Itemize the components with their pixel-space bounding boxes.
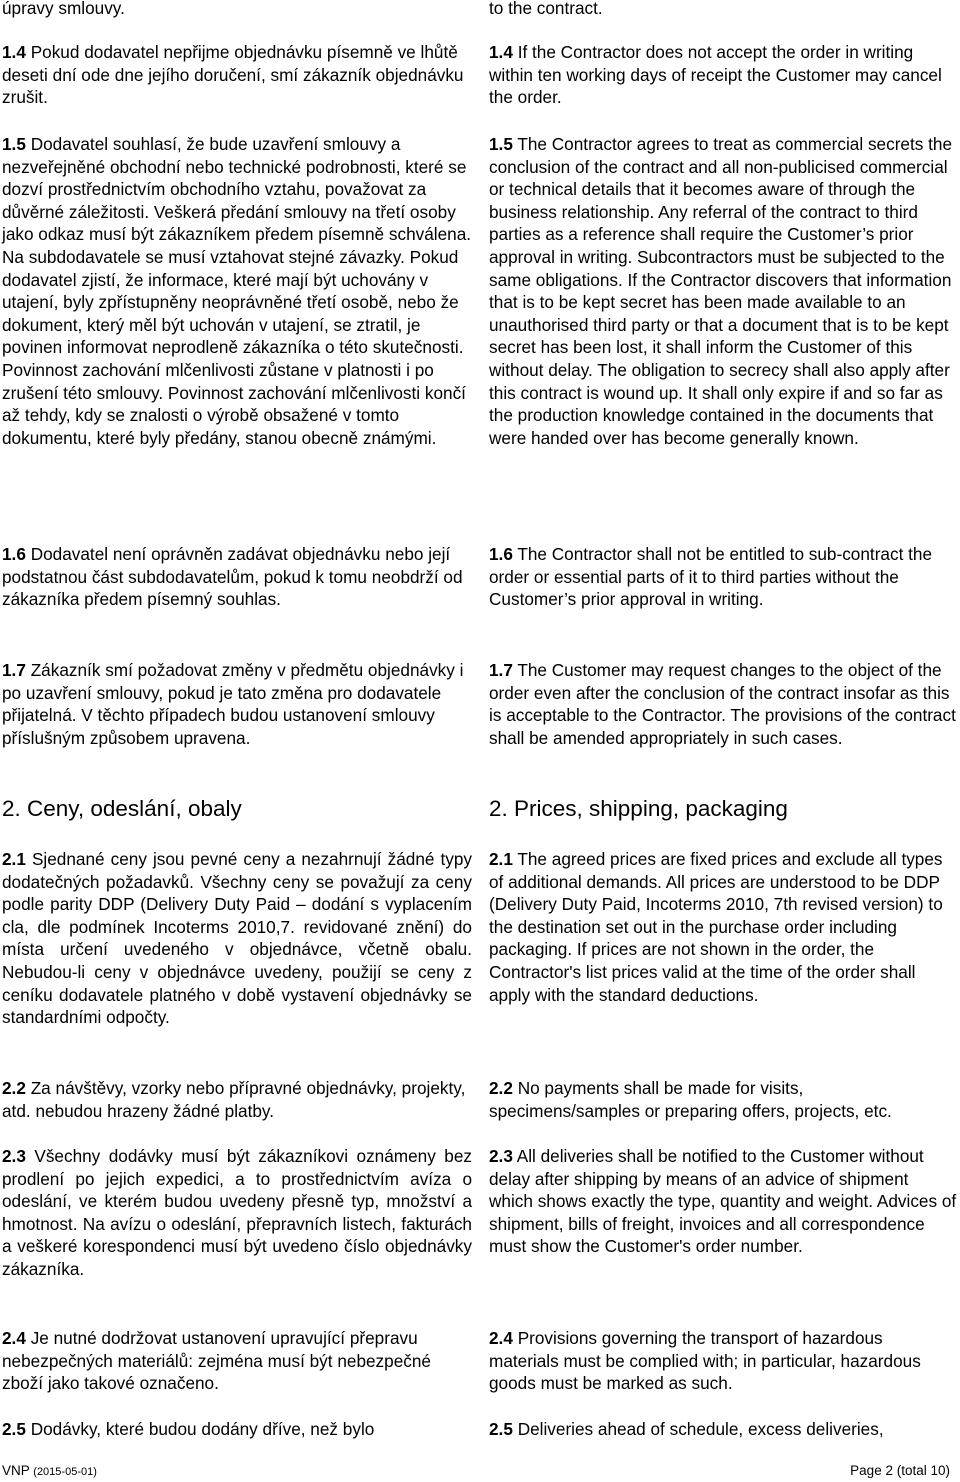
clause-number: 1.4 (489, 42, 513, 62)
clause-text: If the Contractor does not accept the order in writing within ten working days of receipt the Customer may cancel the order. (489, 42, 942, 108)
clause-text: Deliveries ahead of schedule, excess deliveries, (517, 1419, 884, 1439)
clause-text: No payments shall be made for visits, specimens/samples or preparing offers, projects, etc. (489, 1078, 892, 1121)
clause-number: 2.3 (489, 1146, 513, 1166)
clause-2-4-cz (2, 1327, 472, 1395)
clause-text: Je nutné dodržovat ustanovení upravující přepravu nebezpečných materiálů: zejména musí být nebezpečné zboží jako takové označeno. (2, 1328, 431, 1394)
footer-date: (2015-05-01) (33, 1466, 97, 1478)
clause-number: 2.5 (2, 1419, 26, 1439)
clause-text: Zákazník smí požadovat změny v předmětu objednávky i po uzavření smlouvy, pokud je tato změna pro dodavatele přijatelná. V těchto případech budou ustanovení smlouvy příslušným způsobem upravena. (2, 660, 464, 748)
clause-number: 1.7 (489, 660, 513, 680)
clause-text: Dodavatel souhlasí, že bude uzavření smlouvy a nezveřejněné obchodní nebo technické podrobnosti, které se dozví prostřednictvím obchodního vztahu, považovat za důvěrné záležitosti. Veškerá předání smlouvy na třetí osoby jako odkaz musí být zákazníkem předem písemně schválena. Na subdodavatele se musí vztahovat stejné závazky. Pokud dodavatel zjistí, že informace, které mají být uchovány v utajení, byly zpřístupněny neoprávněné třetí osobě, nebo že dokument, který měl být uchován v utajení, se ztratil, je povinen informovat neprodleně zákazníka o této skutečnosti. Povinnost zachování mlčenlivosti zůstane v platnosti i po zrušení této smlouvy. Povinnost zachování mlčenlivosti končí až tehdy, kdy se znalosti o výrobě obsažené v tomto dokumentu, které byly předány, stanou obecně známými. (2, 134, 472, 448)
clause-1-5-cz (2, 133, 472, 449)
clause-number: 2.4 (2, 1328, 26, 1348)
clause-text: Za návštěvy, vzorky nebo přípravné objednávky, projekty, atd. nebudou hrazeny žádné platby. (2, 1078, 466, 1121)
clause-number: 2.2 (489, 1078, 513, 1098)
clause-text: All deliveries shall be notified to the Customer without delay after shipping by means of an advice of shipment which shows exactly the type, quantity and weight. Advices of shipment, bills of freight, invoices and all correspondence must show the Customer's order number. (489, 1146, 957, 1257)
clause-2-1-cz (2, 848, 472, 1029)
clause-2-3-en (489, 1145, 957, 1258)
clause-text: Dodavatel není oprávněn zadávat objednávku nebo její podstatnou část subdodavatelům, pokud k tomu neobdrží od zákazníka předem písemný souhlas. (2, 544, 463, 610)
clause-text: Provisions governing the transport of hazardous materials must be complied with; in particular, hazardous goods must be marked as such. (489, 1328, 921, 1394)
footer-page-number: Page 2 (total 10) (850, 1463, 950, 1478)
clause-text: Sjednané ceny jsou pevné ceny a nezahrnují žádné typy dodatečných požadavků. Všechny ceny se považují za ceny podle parity DDP (Delivery Duty Paid – dodání s vyplacením cla, dle podmínek Incoterms 2010,7. revidované znění) do místa určení uvedeného v objednávce, včetně obalu. Nebudou-li ceny v objednávce uvedeny, použijí se ceny z ceníku dodavatele platného v době vystavení objednávky se standardními odpočty. (2, 849, 473, 1028)
clause-number: 2.3 (2, 1146, 26, 1166)
clause-2-3-cz (2, 1145, 472, 1281)
clause-1-6-cz (2, 543, 472, 611)
clause-number: 1.5 (2, 134, 26, 154)
clause-2-5-cz (2, 1418, 472, 1441)
clause-2-4-en (489, 1327, 957, 1395)
clause-text: Všechny dodávky musí být zákazníkovi oznámeny bez prodlení po jejich expedici, a to prostřednictvím avíza o odeslání, ve kterém budou uvedeny přesně typ, množství a hmotnost. Na avízu o odeslání, přepravních listech, fakturách a veškeré korespondenci musí být uvedeno číslo objednávky zákazníka. (2, 1146, 472, 1279)
clause-1-6-en (489, 543, 957, 611)
clause-2-1-en (489, 848, 957, 1006)
clause-number: 1.6 (489, 544, 513, 564)
intro-text-en: to the contract. (489, 0, 603, 18)
clause-number: 2.2 (2, 1078, 26, 1098)
clause-text: Dodávky, které budou dodány dříve, než bylo (30, 1419, 375, 1439)
clause-text: The Customer may request changes to the object of the order even after the conclusion of the contract insofar as this is acceptable to the Contractor. The provisions of the contract shall be amended appropriately in such cases. (489, 660, 956, 748)
clause-number: 1.4 (2, 42, 26, 62)
clause-2-2-en (489, 1077, 957, 1122)
clause-number: 2.5 (489, 1419, 513, 1439)
clause-number: 2.1 (489, 849, 513, 869)
footer-doc-id (2, 1462, 97, 1481)
clause-2-2-cz (2, 1077, 472, 1122)
clause-2-5-en (489, 1418, 957, 1441)
clause-1-5-en (489, 133, 957, 449)
clause-1-4-cz (2, 41, 472, 109)
clause-1-4-en (489, 41, 957, 109)
section-2-heading-cz: 2. Ceny, odeslání, obaly (2, 796, 242, 821)
intro-text-cz: úpravy smlouvy. (2, 0, 125, 18)
clause-text: The Contractor agrees to treat as commercial secrets the conclusion of the contract and all non-publicised commercial or technical details that it becomes aware of through the business relationship. Any referral of the contract to third parties as a reference shall require the Customer’s prior approval in writing. Subcontractors must be subjected to the same obligations. If the Contractor discovers that information that is to be kept secret has been made available to an unauthorised third party or that a document that is to be kept secret has been lost, it shall inform the Customer of this without delay. The obligation to secrecy shall also apply after this contract is wound up. It shall only expire if and so far as the production knowledge contained in the documents that were handed over has become generally known. (489, 134, 953, 448)
clause-text: The agreed prices are fixed prices and exclude all types of additional demands. All prices are understood to be DDP (Delivery Duty Paid, Incoterms 2010, 7th revised version) to the destination set out in the purchase order including packaging. If prices are not shown in the order, the Contractor's list prices valid at the time of the order shall apply with the standard deductions. (489, 849, 943, 1005)
section-2-heading-en: 2. Prices, shipping, packaging (489, 796, 788, 821)
clause-number: 2.1 (2, 849, 26, 869)
clause-1-7-en (489, 659, 957, 749)
clause-1-7-cz (2, 659, 472, 749)
clause-number: 2.4 (489, 1328, 513, 1348)
clause-number: 1.6 (2, 544, 26, 564)
clause-number: 1.5 (489, 134, 513, 154)
footer-doc-code: VNP (2, 1463, 30, 1478)
clause-text: The Contractor shall not be entitled to sub-contract the order or essential parts of it to third parties without the Customer’s prior approval in writing. (489, 544, 933, 610)
clause-text: Pokud dodavatel nepřijme objednávku písemně ve lhůtě deseti dní ode dne jejího doručení, smí zákazník objednávku zrušit. (2, 42, 464, 108)
clause-number: 1.7 (2, 660, 26, 680)
